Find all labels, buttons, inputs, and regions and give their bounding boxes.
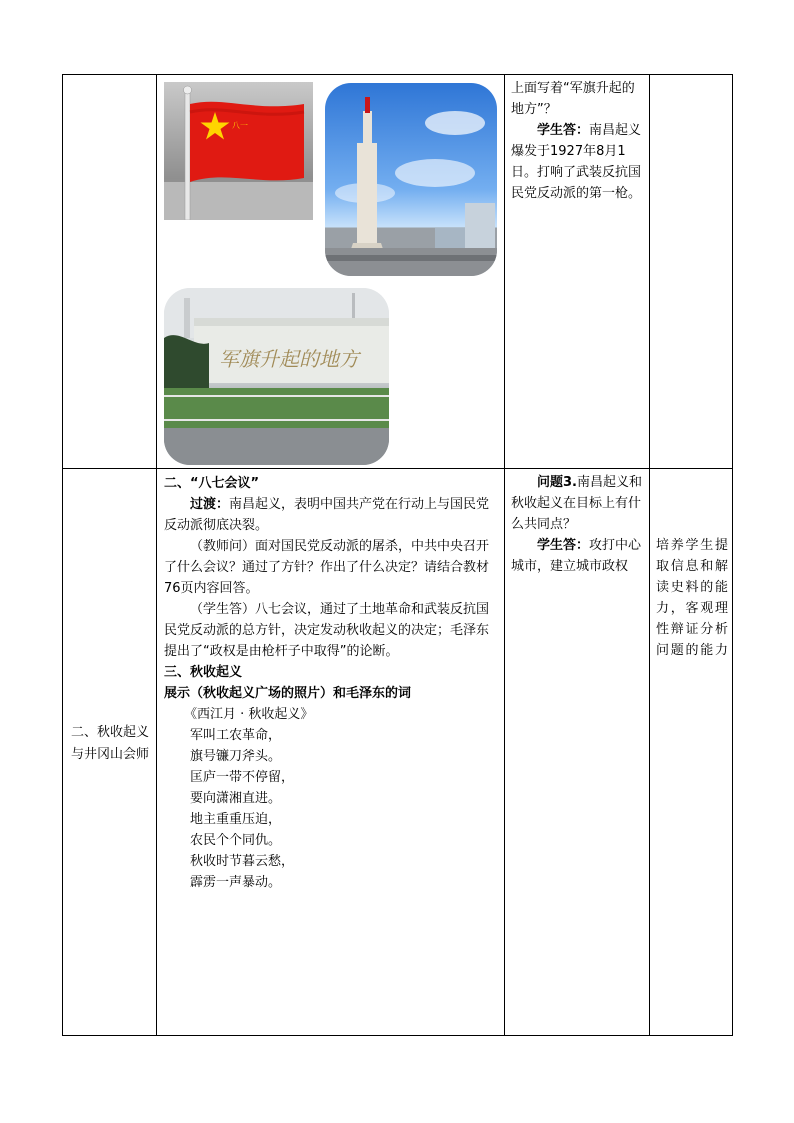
poem-line: 农民个个同仇。 bbox=[190, 833, 282, 848]
poem-title: 《西江月 · 秋收起义》 bbox=[184, 707, 314, 722]
heading-bqhy: 二、“八七会议” bbox=[164, 476, 260, 491]
poem-line: 霹雳一声暴动。 bbox=[190, 875, 282, 890]
section-title: 二、秋收起义与井冈山会师 bbox=[71, 725, 150, 762]
flag-emblem: 八一 bbox=[232, 121, 248, 130]
goal-cell bbox=[650, 469, 733, 1036]
student-answer: 学生答：南昌起义爆发于1927年8月1日。打响了武装反抗国民党反动派的第一枪。 bbox=[511, 123, 642, 201]
table-row bbox=[63, 469, 733, 1036]
heading-qsqy: 三、秋收起义 bbox=[164, 665, 243, 680]
poem-line: 匡庐一带不停留， bbox=[190, 770, 295, 785]
flag-photo bbox=[164, 82, 313, 220]
poem-line: 地主重重压迫， bbox=[190, 812, 282, 827]
display-line: 展示（秋收起义广场的照片）和毛泽东的词 bbox=[164, 686, 412, 701]
answer-cell bbox=[505, 75, 650, 469]
student-answer-text: （学生答）八七会议，通过了土地革命和武装反抗国民党反动派的总方针，决定发动秋收起义的决定；毛泽东提出了“政权是由枪杆子中取得”的论断。 bbox=[164, 602, 490, 659]
poem-line: 要向潇湘直进。 bbox=[190, 791, 282, 806]
poem-line: 军叫工农革命， bbox=[190, 728, 282, 743]
question-continuation: 上面写着“军旗升起的地方”？ bbox=[511, 81, 635, 117]
content-cell bbox=[157, 469, 505, 1036]
teacher-question: （教师问）面对国民党反动派的屠杀，中共中央召开了什么会议？通过了方针？作出了什么决定？请结合教材76页内容回答。 bbox=[164, 539, 490, 596]
poem-line: 秋收时节暮云愁， bbox=[190, 854, 295, 869]
question-3-answer: 学生答：攻打中心城市，建立城市政权 bbox=[511, 538, 642, 574]
wall-inscription: 军旗升起的地方 bbox=[219, 347, 359, 371]
question-cell bbox=[505, 469, 650, 1036]
section-title-cell bbox=[63, 469, 157, 1036]
inscription-wall-photo bbox=[164, 288, 389, 465]
monument-photo bbox=[325, 83, 497, 276]
poem-line: 旗号镰刀斧头。 bbox=[190, 749, 282, 764]
teaching-goal: 培养学生提取信息和解读史料的能力，客观理性辩证分析问题的能力 bbox=[656, 538, 728, 658]
goal-cell-empty bbox=[650, 75, 733, 469]
question-3: 问题3.南昌起义和秋收起义在目标上有什么共同点？ bbox=[511, 475, 642, 532]
section-cell-empty bbox=[63, 75, 157, 469]
transition-text: 过渡：南昌起义，表明中国共产党在行动上与国民党反动派彻底决裂。 bbox=[164, 497, 490, 533]
poem-body bbox=[164, 725, 498, 893]
